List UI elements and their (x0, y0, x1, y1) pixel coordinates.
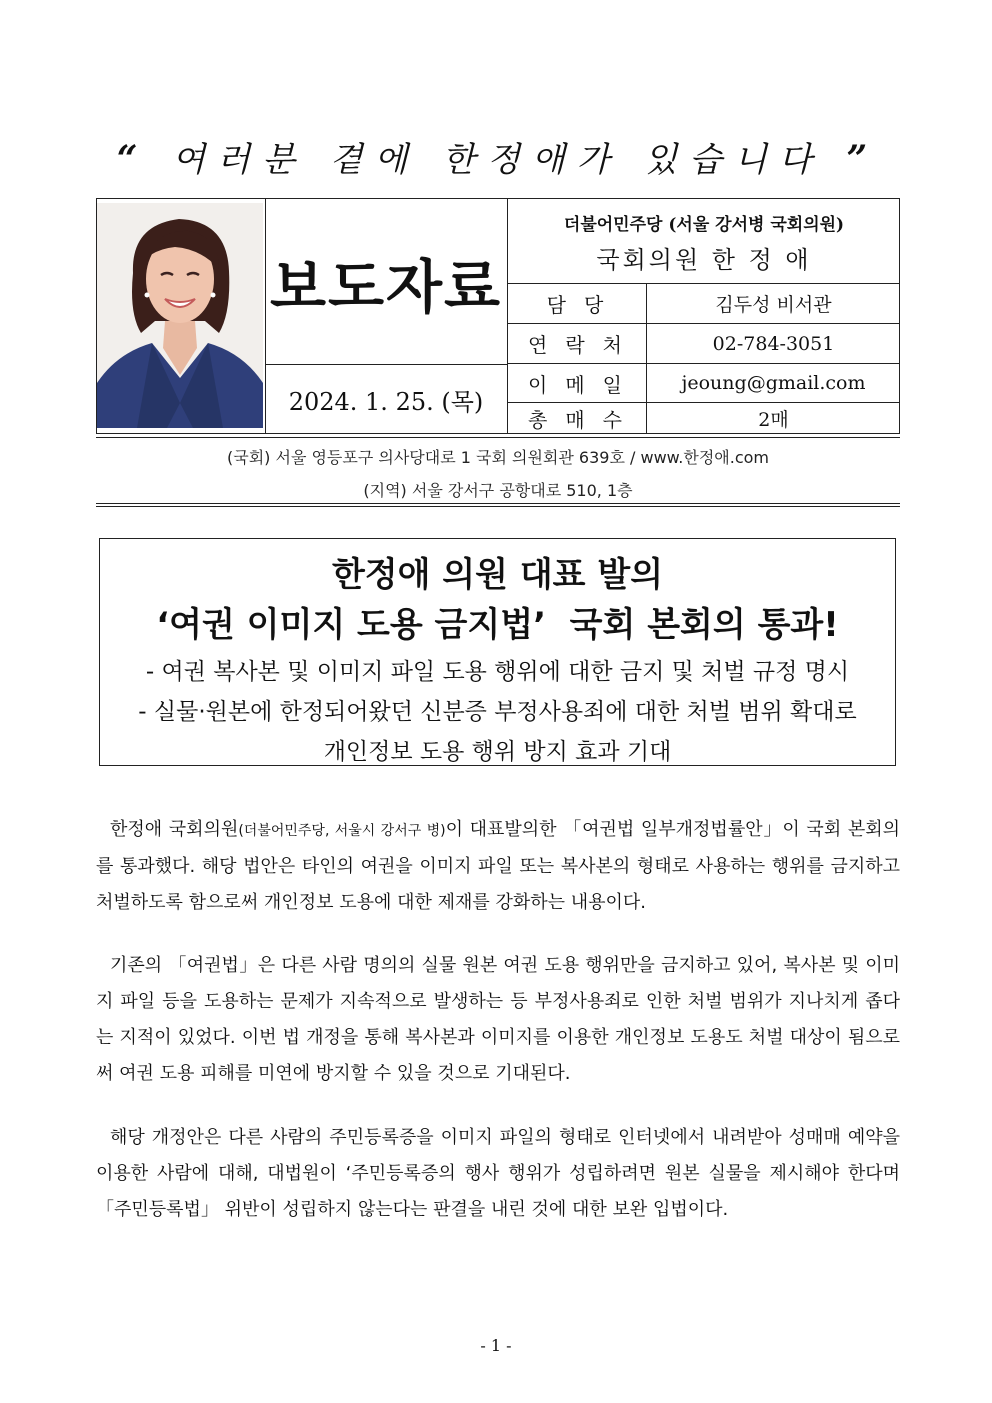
headline-subpoint-2: - 실물·원본에 한정되어왔던 신분증 부정사용죄에 대한 처벌 범위 확대로 (138, 699, 857, 725)
info-value-contact-person: 김두성 비서관 (715, 294, 832, 316)
body-paragraph-1-lead: 한정애 국회의원 (110, 819, 239, 840)
member-line: 국회의원 한 정 애 (596, 246, 812, 274)
header-double-rule (96, 437, 900, 438)
address-local: (지역) 서울 강서구 공항대로 510, 1층 (363, 481, 633, 500)
body-paragraph-1-rest: 이 대표발의한 「여권법 일부개정법률안」이 국회 본회의를 통과했다. 해당 법안은 타인의 여권을 이미지 파일 또는 복사본의 형태로 사용하는 행위를 금지하고 처벌하도록 함으로써 개인정보 도용에 대한 제재를 강화하는 내용이다. (96, 819, 900, 913)
address-assembly: (국회) 서울 영등포구 의사당대로 1 국회 의원회관 639호 / www.한정애.com (227, 448, 769, 467)
slogan (96, 132, 900, 182)
slogan-text: 여러분 곁에 한정애가 있습니다 (172, 140, 824, 180)
address-rule-2 (96, 506, 900, 507)
info-value-phone: 02-784-3051 (712, 332, 835, 355)
slogan-close-quote: ” (846, 138, 880, 180)
body-paragraph-1-party-note: (더불어민주당, 서울시 강서구 병) (238, 823, 446, 839)
party-line: 더불어민주당 (서울 강서병 국회의원) (563, 215, 845, 235)
headline-subpoint-3: 개인정보 도용 행위 방지 효과 기대 (323, 739, 672, 765)
body-paragraph-1 (96, 812, 900, 921)
info-label-contact-person: 담당 (546, 293, 622, 317)
headline-box (99, 538, 896, 766)
info-label-phone: 연락처 (528, 333, 640, 357)
headline-line-1: 한정애 의원 대표 발의 (331, 555, 664, 595)
slogan-open-quote: “ (116, 138, 150, 180)
info-value-email[interactable]: jeoung@gmail.com (681, 372, 866, 394)
press-release-date: 2024. 1. 25. (목) (288, 387, 484, 416)
press-release-title: 보도자료 (269, 253, 503, 321)
headline-subpoint-1: - 여권 복사본 및 이미지 파일 도용 행위에 대한 금지 및 처벌 규정 명시 (145, 659, 850, 685)
page-number: - 1 - (480, 1336, 512, 1355)
address-rule-1 (96, 503, 900, 504)
info-value-page-count: 2매 (758, 408, 789, 431)
body-paragraph-3: 해당 개정안은 다른 사람의 주민등록증을 이미지 파일의 형태로 인터넷에서 내려받아 성매매 예약을 이용한 사람에 대해, 대법원이 ‘주민등록증의 행사 행위가 성립하려면 원본 실물을 제시해야 한다며 「주민등록법」 위반이 성립하지 않는다는 판결을 내린 것에 대한 보완 입법이다. (96, 1127, 900, 1220)
portrait-photo (97, 203, 263, 428)
press-release-header (96, 198, 900, 434)
headline-line-2: ‘여권 이미지 도용 금지법’ 국회 본회의 통과! (156, 605, 839, 645)
info-label-page-count: 총매수 (528, 407, 640, 432)
portrait-illustration (97, 203, 263, 428)
body-paragraph-2: 기존의 「여권법」은 다른 사람 명의의 실물 원본 여권 도용 행위만을 금지하고 있어, 복사본 및 이미지 파일 등을 도용하는 문제가 지속적으로 발생하는 등 부정사용죄로 인한 처벌 범위가 지나치게 좁다는 지적이 있었다. 이번 법 개정을 통해 복사본과 이미지를 이용한 개인정보 도용도 처벌 대상이 됨으로써 여권 도용 피해를 미연에 방지할 수 있을 것으로 기대된다. (96, 955, 900, 1084)
info-label-email: 이메일 (528, 372, 640, 397)
